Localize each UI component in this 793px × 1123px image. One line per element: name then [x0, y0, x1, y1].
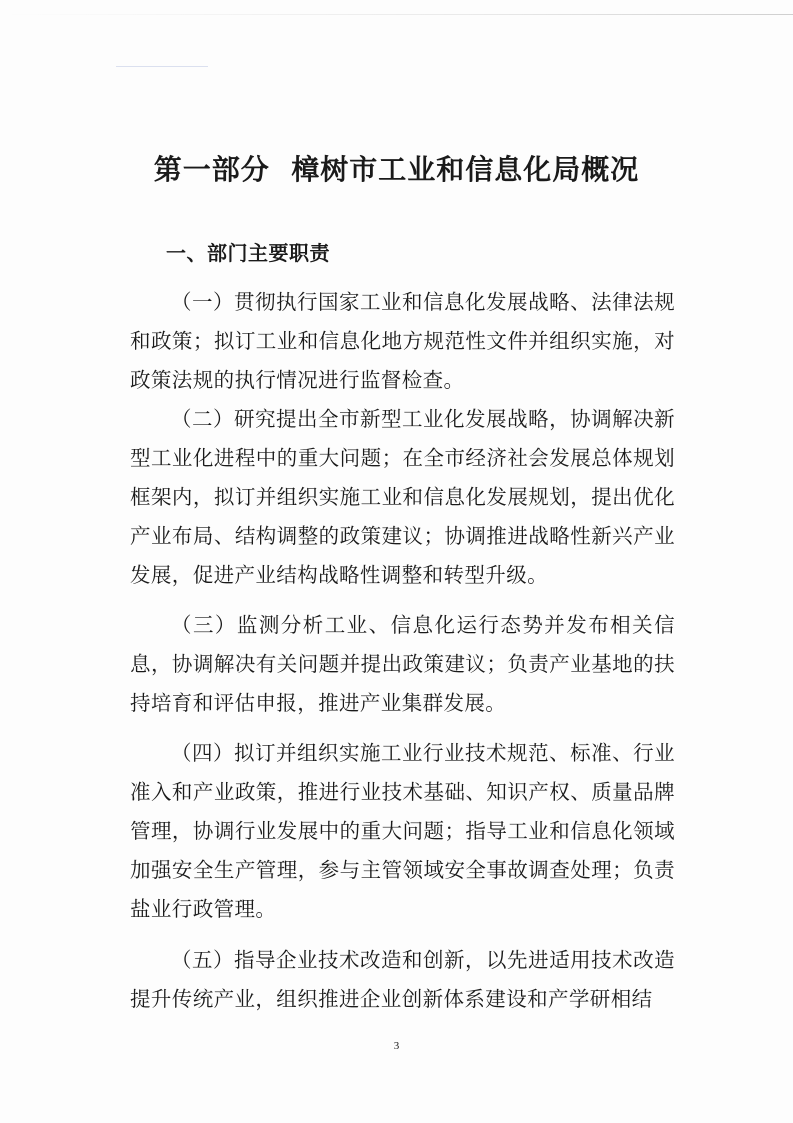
paragraph-duty-3: （三）监测分析工业、信息化运行态势并发布相关信息，协调解决有关问题并提出政策建议；负责产业基地的扶持培育和评估申报，推进产业集群发展。	[130, 613, 675, 715]
scan-mark	[116, 66, 208, 67]
section-heading: 一、部门主要职责	[166, 241, 330, 265]
paragraph-duty-1: （一）贯彻执行国家工业和信息化发展战略、法律法规和政策；拟订工业和信息化地方规范性文件并组织实施，对政策法规的执行情况进行监督检查。	[130, 290, 675, 392]
page-title: 第一部分 樟树市工业和信息化局概况	[153, 153, 640, 186]
paragraph-duty-2: （二）研究提出全市新型工业化发展战略，协调解决新型工业化进程中的重大问题；在全市经济社会发展总体规划框架内，拟订并组织实施工业和信息化发展规划，提出优化产业布局、结构调整的政策建议；协调推进战略性新兴产业发展，促进产业结构战略性调整和转型升级。	[130, 407, 675, 587]
page-number: 3	[393, 1040, 400, 1052]
paragraph-duty-4: （四）拟订并组织实施工业行业技术规范、标准、行业准入和产业政策，推进行业技术基础、知识产权、质量品牌管理，协调行业发展中的重大问题；指导工业和信息化领域加强安全生产管理，参与主管领域安全事故调查处理；负责盐业行政管理。	[130, 741, 675, 921]
scan-edge-line	[0, 14, 793, 15]
paragraph-duty-5: （五）指导企业技术改造和创新，以先进适用技术改造提升传统产业，组织推进企业创新体系建设和产学研相结	[130, 948, 675, 1011]
